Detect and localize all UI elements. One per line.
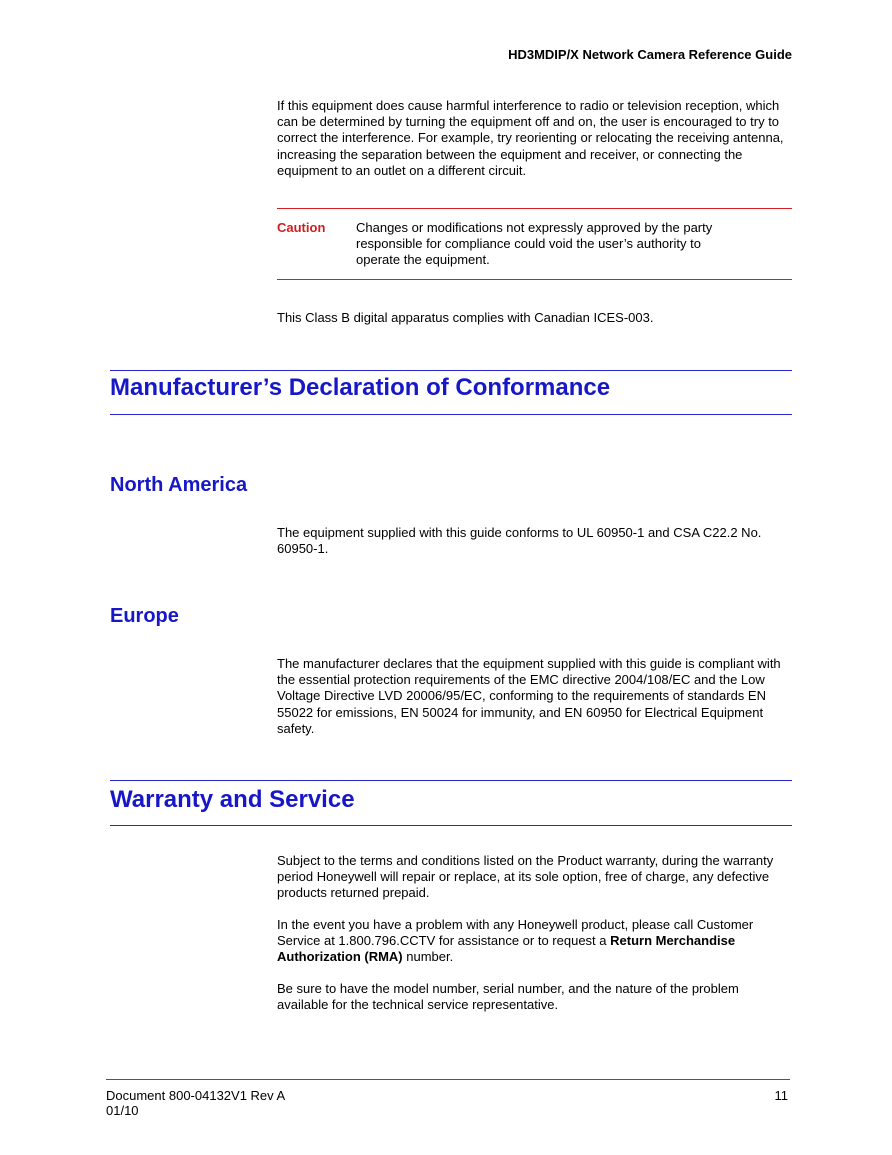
caution-top-rule [277,208,792,209]
footer-page-number: 11 [774,1088,788,1103]
running-header-title: HD3MDIP/X Network Camera Reference Guide [508,47,792,62]
caution-label: Caution [277,220,326,235]
footer-date: 01/10 [106,1103,139,1118]
warranty-paragraph-3: Be sure to have the model number, serial number, and the nature of the problem available for the technical service representative. [277,981,739,1013]
warranty-paragraph-2 [277,917,792,966]
warranty-paragraph-1: Subject to the terms and conditions listed on the Product warranty, during the warranty period Honeywell will repair or replace, at its sole option, free of charge, any defective products returned prepaid. [277,853,774,901]
caution-text: Changes or modifications not expressly approved by the party responsible for compliance could void the user’s authority to operate the equipment. [356,220,713,268]
europe-text: The manufacturer declares that the equipment supplied with this guide is compliant with the essential protection requirements of the EMC directive 2004/108/EC and the Low Voltage Directive LVD 20006/95/EC, conforming to the requirements of standards EN 55022 for emissions, EN 50024 for immunity, and EN 60950 for Electrical Equipment safety. [277,656,781,736]
rma-emphasis: Return Merchandise Authorization (RMA) [277,933,736,965]
north-america-heading: North America [110,474,248,496]
ices-paragraph: This Class B digital apparatus complies with Canadian ICES-003. [277,310,654,325]
footer-rule [106,1079,790,1080]
footer-document-number: Document 800-04132V1 Rev A [106,1088,286,1103]
warranty-paragraph-2-lead: In the event you have a problem with any Honeywell product, please call Customer Service at 1.800.796.CCTV for assistance or to request a [277,917,754,949]
warranty-paragraph-2-tail: number. [402,949,454,965]
conformance-heading-bottom-rule [110,414,792,415]
conformance-heading: Manufacturer’s Declaration of Conformance [110,374,611,401]
europe-heading: Europe [110,605,179,627]
warranty-heading-bottom-rule [110,825,792,826]
caution-bottom-rule [277,279,792,280]
north-america-text: The equipment supplied with this guide conforms to UL 60950-1 and CSA C22.2 No. 60950-1. [277,525,762,557]
interference-paragraph: If this equipment does cause harmful interference to radio or television reception, which can be determined by turning the equipment off and on, the user is encouraged to try to correct the interference. For example, try reorienting or relocating the receiving antenna, increasing the separation between the equipment and receiver, or connecting the equipment to an outlet on a different circuit. [277,98,784,178]
conformance-heading-top-rule [110,370,792,371]
warranty-heading-top-rule [110,780,792,781]
warranty-heading: Warranty and Service [110,786,355,813]
